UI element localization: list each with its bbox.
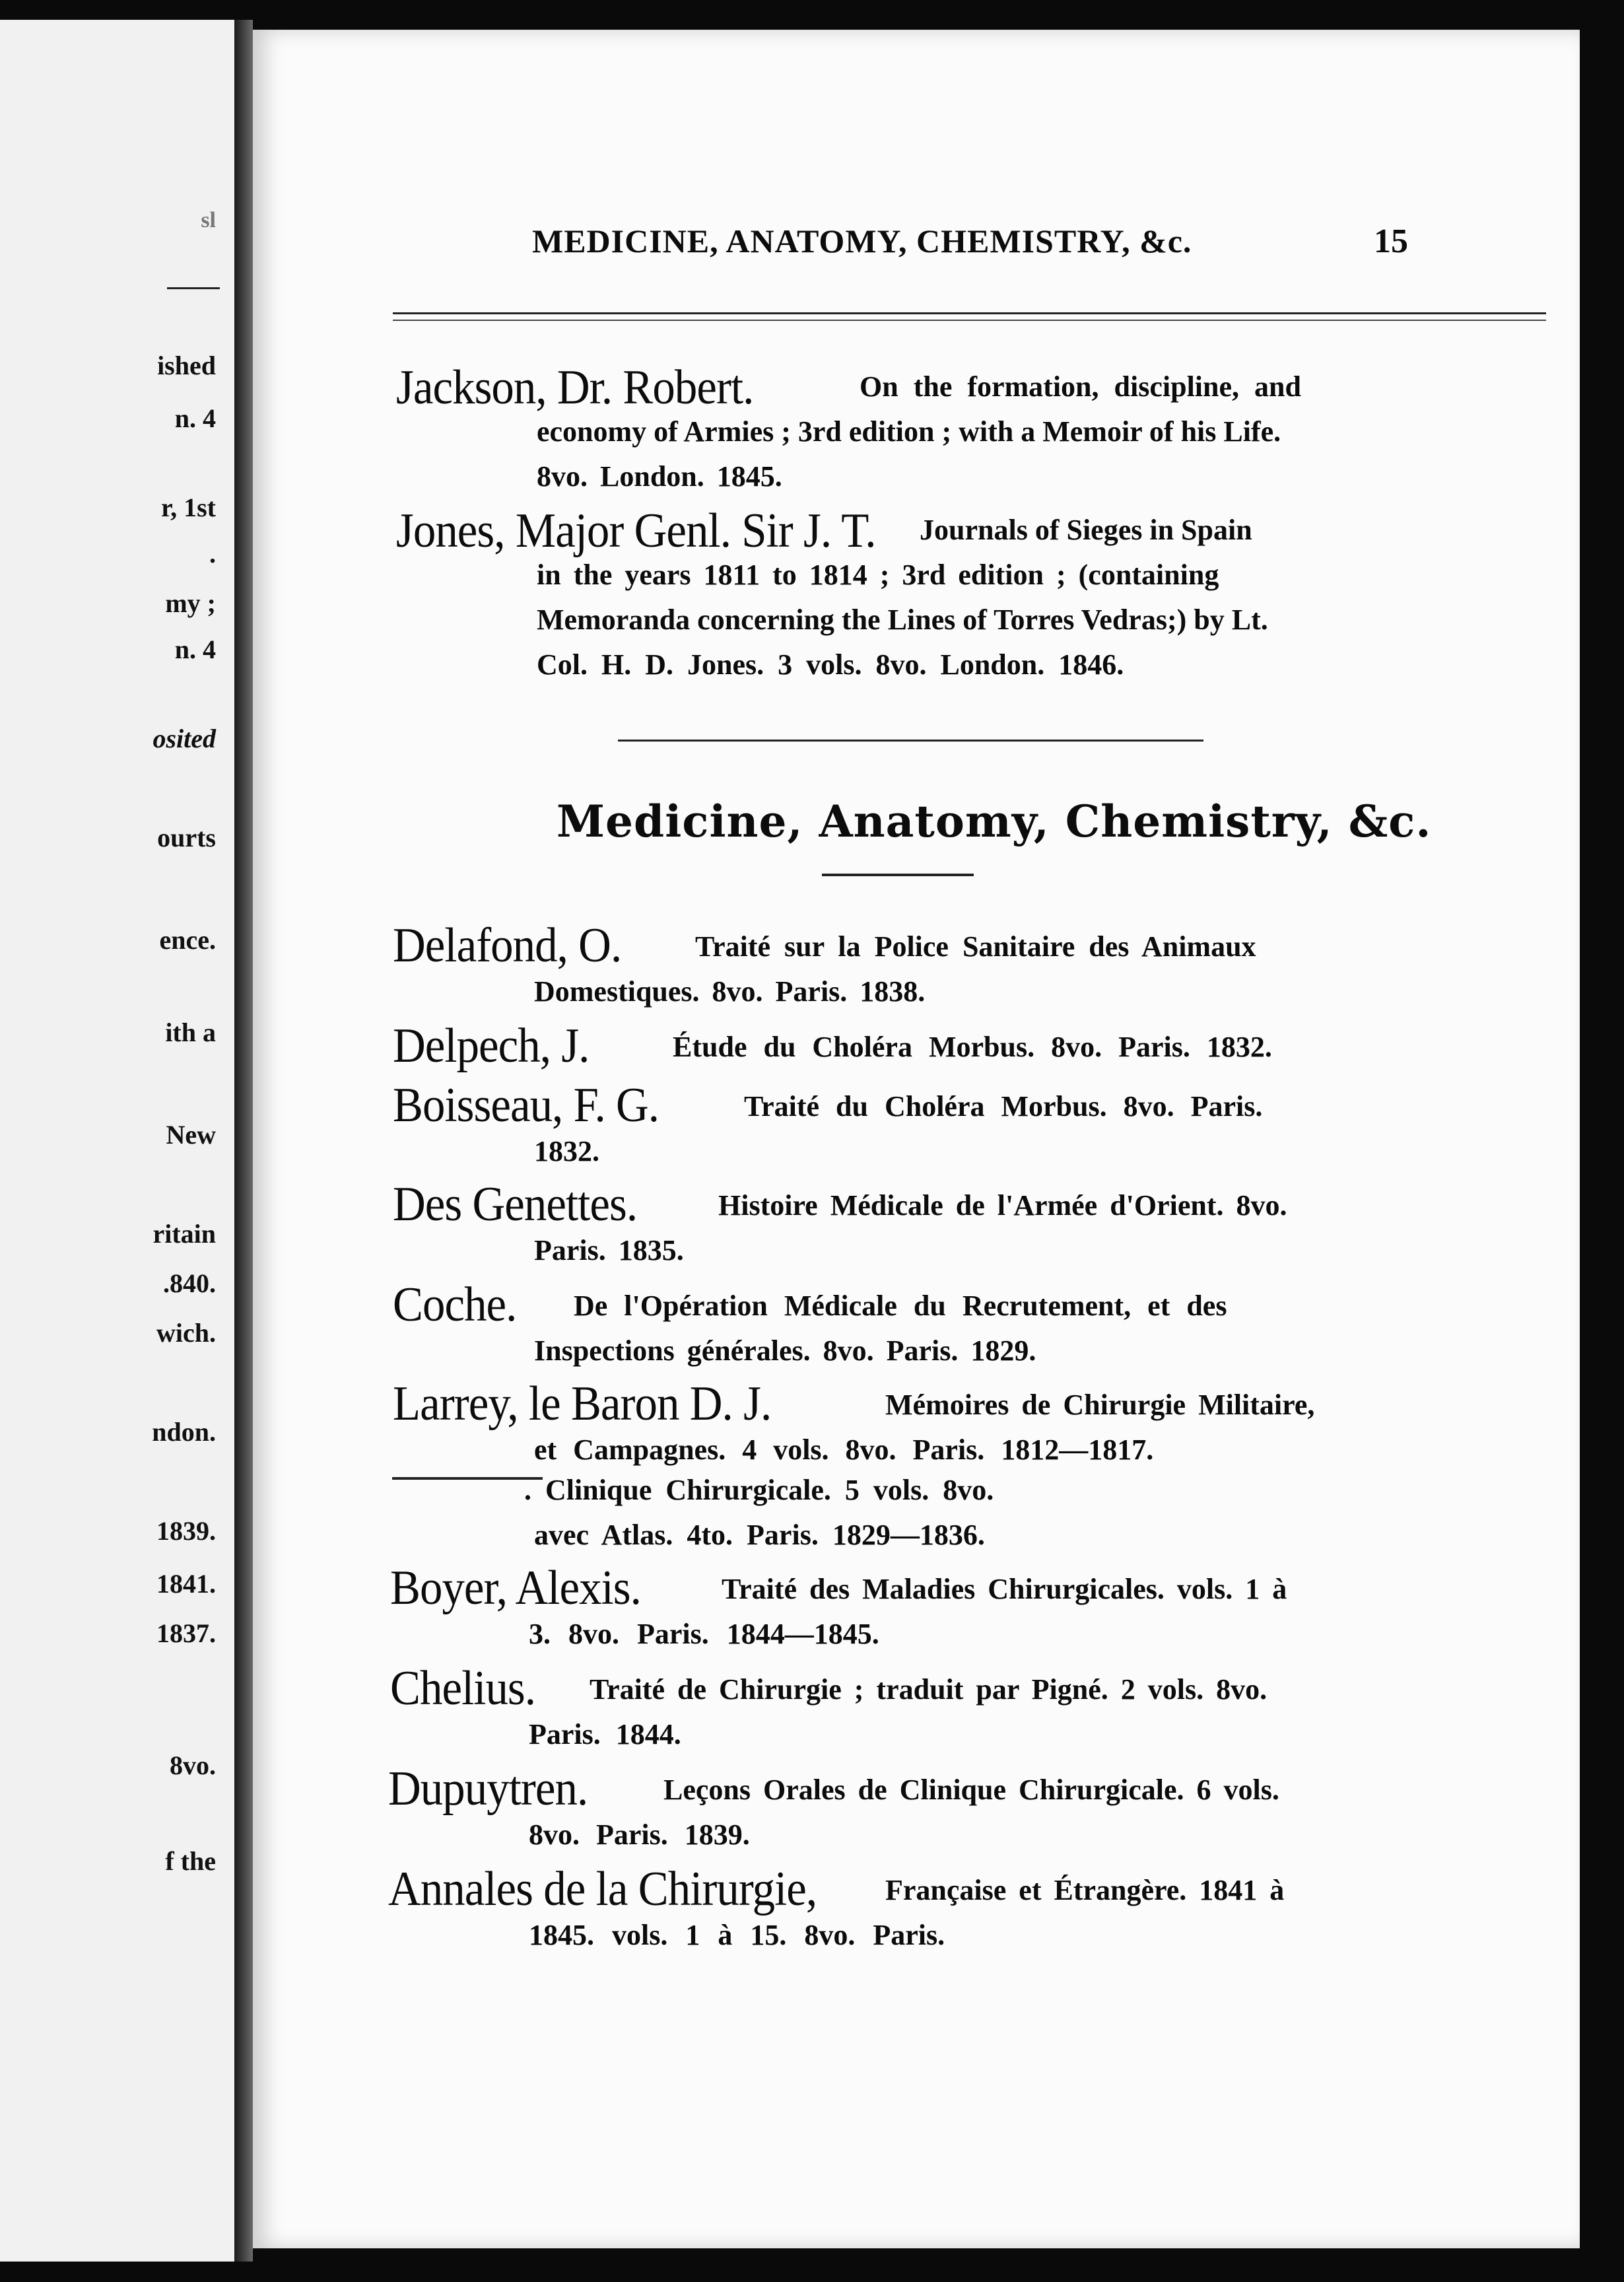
header-rule: [393, 312, 1546, 321]
left-fragment: f the: [165, 1846, 216, 1876]
entry-text: Paris. 1844.: [529, 1718, 681, 1750]
left-fragment: .: [209, 539, 216, 569]
left-fragment: ndon.: [152, 1417, 216, 1447]
entry-name: Annales de la Chirurgie,: [388, 1862, 817, 1916]
entry-text: Inspections générales. 8vo. Paris. 1829.: [534, 1334, 1036, 1367]
entry-name: Larrey, le Baron D. J.: [393, 1377, 772, 1431]
left-facing-page: [0, 20, 234, 2262]
left-fragment: ritain: [152, 1219, 216, 1249]
entry-name: Des Genettes.: [393, 1177, 638, 1231]
entry-name: Boyer, Alexis.: [390, 1561, 641, 1615]
entry-name: Delpech, J.: [393, 1019, 590, 1073]
entry-text: Col. H. D. Jones. 3 vols. 8vo. London. 1846.: [537, 648, 1124, 681]
entry-text: economy of Armies ; 3rd edition ; with a Memoir of his Life.: [537, 415, 1281, 448]
entry-text: . Clinique Chirurgicale. 5 vols. 8vo.: [524, 1474, 994, 1506]
entry-name: Jones, Major Genl. Sir J. T.: [396, 504, 876, 558]
entry-text: 8vo. London. 1845.: [537, 460, 782, 493]
entry-text: avec Atlas. 4to. Paris. 1829—1836.: [534, 1519, 985, 1551]
entry-name: Jackson, Dr. Robert.: [396, 361, 754, 415]
left-fragment: sl: [201, 208, 216, 232]
entry-text: et Campagnes. 4 vols. 8vo. Paris. 1812—1817.: [534, 1434, 1154, 1466]
entry-text: Journals of Sieges in Spain: [920, 514, 1252, 546]
entry-text: 1832.: [534, 1135, 599, 1167]
entry-text: Paris. 1835.: [534, 1234, 684, 1266]
book-gutter: [234, 20, 253, 2262]
entry-text: On the formation, discipline, and: [860, 370, 1301, 403]
entry-text: De l'Opération Médicale du Recrutement, et des: [574, 1290, 1227, 1322]
entry-text: Française et Étrangère. 1841 à: [885, 1874, 1285, 1906]
left-fragment: ith a: [165, 1018, 216, 1047]
entry-text: Étude du Choléra Morbus. 8vo. Paris. 1832.: [673, 1031, 1272, 1063]
entry-name: Delafond, O.: [393, 918, 622, 973]
section-title-rule: [822, 874, 974, 876]
left-fragment: ence.: [159, 925, 216, 955]
entry-name: Chelius.: [390, 1661, 536, 1715]
left-fragment: 8vo.: [170, 1750, 216, 1780]
entry-name: Dupuytren.: [388, 1762, 588, 1816]
entry-text: Traité de Chirurgie ; traduit par Pigné. 2 vols. 8vo.: [590, 1673, 1268, 1706]
running-head: MEDICINE, ANATOMY, CHEMISTRY, &c.: [532, 223, 1192, 259]
left-fragment: .840.: [163, 1268, 216, 1298]
left-fragment: wich.: [156, 1318, 216, 1348]
entry-text: Traité des Maladies Chirurgicales. vols. 1 à: [722, 1573, 1287, 1605]
entry-text: 1845. vols. 1 à 15. 8vo. Paris.: [529, 1919, 945, 1951]
ditto-dash: [392, 1477, 543, 1480]
left-fragment: n. 4: [174, 403, 216, 433]
entry-name: Boisseau, F. G.: [393, 1078, 660, 1132]
left-fragment: osited: [152, 724, 216, 753]
entry-name: Coche.: [393, 1278, 517, 1332]
right-page: [253, 30, 1580, 2248]
left-fragment: r, 1st: [161, 493, 216, 522]
left-fragment: my ;: [165, 588, 216, 618]
entry-text: Histoire Médicale de l'Armée d'Orient. 8vo.: [718, 1189, 1287, 1222]
entry-text: Traité sur la Police Sanitaire des Animaux: [695, 930, 1256, 963]
entry-text: Leçons Orales de Clinique Chirurgicale. 6 vols.: [663, 1774, 1279, 1806]
left-fragment: 1837.: [156, 1618, 216, 1648]
entry-text: Domestiques. 8vo. Paris. 1838.: [534, 975, 926, 1008]
entry-text: Traité du Choléra Morbus. 8vo. Paris.: [744, 1090, 1263, 1123]
entry-text: in the years 1811 to 1814 ; 3rd edition ; (containing: [537, 559, 1219, 591]
section-divider: [618, 740, 1203, 742]
left-fragment: n. 4: [174, 635, 216, 664]
entry-text: 3. 8vo. Paris. 1844—1845.: [529, 1618, 879, 1650]
left-fragment: New: [166, 1120, 216, 1150]
entry-text: Memoranda concerning the Lines of Torres Vedras;) by Lt.: [537, 604, 1268, 636]
left-fragment: 1839.: [156, 1516, 216, 1546]
section-title: Medicine, Anatomy, Chemistry, &c.: [557, 796, 1432, 847]
entry-text: 8vo. Paris. 1839.: [529, 1818, 750, 1851]
entry-text: Mémoires de Chirurgie Militaire,: [885, 1389, 1315, 1421]
left-page-rule: [167, 287, 220, 289]
left-fragment: ished: [157, 351, 216, 380]
page-number: 15: [1374, 223, 1408, 260]
left-fragment: 1841.: [156, 1569, 216, 1599]
left-fragment: ourts: [157, 823, 216, 852]
